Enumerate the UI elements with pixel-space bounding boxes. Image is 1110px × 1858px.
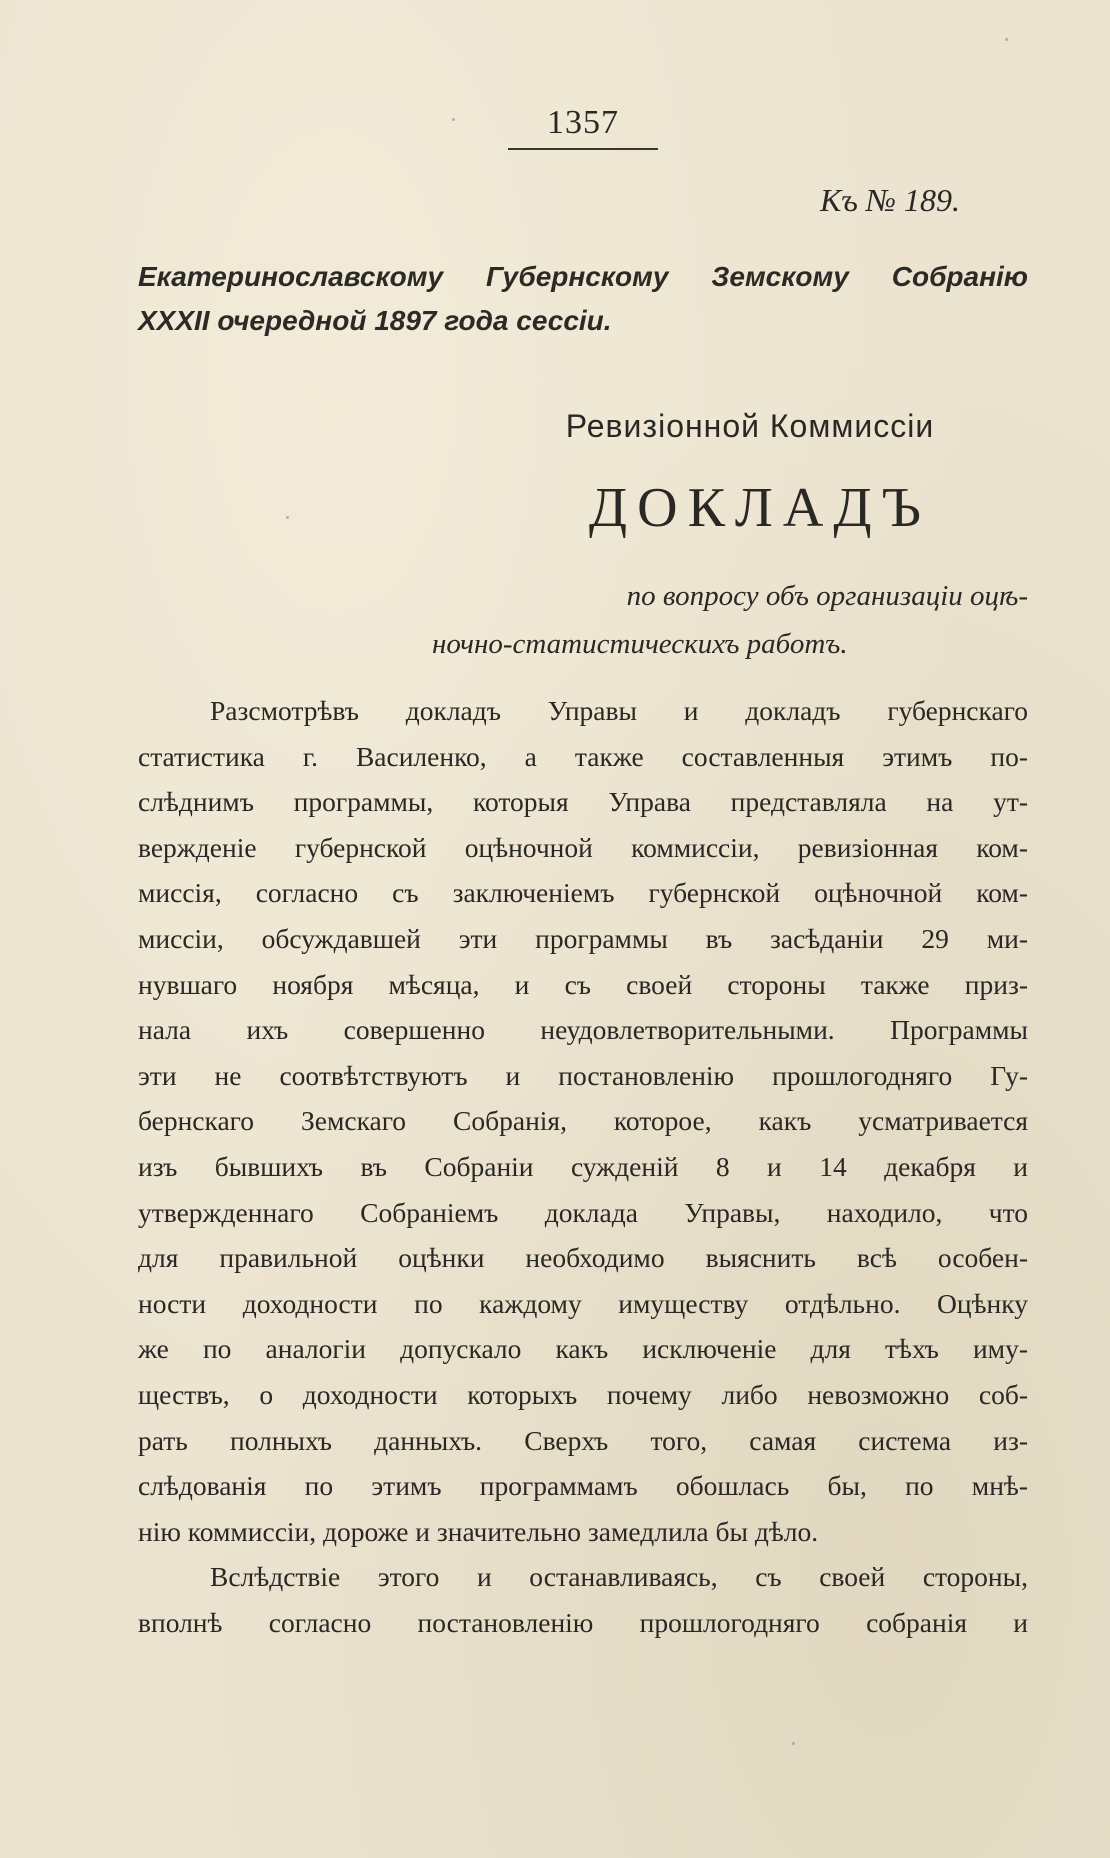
- addressee-line-1: Екатеринославскому Губернскому Земскому Собранію: [138, 261, 1028, 292]
- document-title: ДОКЛАДЪ: [588, 477, 932, 539]
- body-line: вполнѣ согласно постановленію прошлогодняго собранія и: [138, 1606, 1028, 1638]
- paper-speck: [286, 516, 289, 519]
- body-line: Разсмотрѣвъ докладъ Управы и докладъ губернскаго: [210, 695, 1028, 726]
- body-line: бернскаго Земскаго Собранія, которое, какъ усматривается: [138, 1105, 1028, 1137]
- body-line: эти не соотвѣтствуютъ и постановленію прошлогодняго Гу-: [138, 1059, 1028, 1091]
- document-subject: [420, 572, 1030, 668]
- body-line: миссіи, обсуждавшей эти программы въ засѣданіи 29 ми-: [138, 922, 1028, 954]
- body-line: Вслѣдствіе этого и останавливаясь, съ своей стороны,: [210, 1561, 1028, 1593]
- body-line: нувшаго ноября мѣсяца, и съ своей стороны также приз-: [138, 968, 1028, 1000]
- body-line: нала ихъ совершенно неудовлетворительными. Программы: [138, 1014, 1028, 1046]
- body-line: нію коммиссіи, дороже и значительно замедлила бы дѣло.: [138, 1515, 819, 1547]
- body-line: изъ бывшихъ въ Собраніи сужденій 8 и 14 декабря и: [138, 1150, 1028, 1182]
- body-line: ществъ, о доходности которыхъ почему либо невозможно соб-: [138, 1378, 1028, 1410]
- page-number: 1357: [547, 104, 619, 141]
- body-line: слѣдованія по этимъ программамъ обошлась бы, по мнѣ-: [138, 1470, 1028, 1502]
- addressee-block: [138, 255, 1028, 343]
- body-line: миссія, согласно съ заключеніемъ губернской оцѣночной ком-: [138, 877, 1028, 909]
- body-line: же по аналогіи допускало какъ исключеніе для тѣхъ иму-: [138, 1333, 1028, 1365]
- reference-number: Къ № 189.: [819, 182, 960, 218]
- body-text: [138, 688, 1028, 1645]
- subject-line-2: ночно-статистическихъ работъ.: [432, 628, 848, 660]
- page-number-rule: [508, 148, 658, 150]
- body-line: рать полныхъ данныхъ. Сверхъ того, самая система из-: [138, 1424, 1028, 1456]
- paper-speck: [1005, 38, 1008, 41]
- paper-speck: [452, 118, 455, 121]
- body-line: статистика г. Василенко, а также составленныя этимъ по-: [138, 740, 1028, 772]
- commission-heading: Ревизіонной Коммиссіи: [565, 408, 935, 444]
- body-line: ности доходности по каждому имуществу отдѣльно. Оцѣнку: [138, 1287, 1028, 1319]
- paper-speck: [792, 1742, 795, 1745]
- subject-line-1: по вопросу объ организаціи оцѣ-: [626, 580, 1028, 612]
- body-line: вержденіе губернской оцѣночной коммиссіи, ревизіонная ком-: [138, 831, 1028, 863]
- body-line: для правильной оцѣнки необходимо выяснить всѣ особен-: [138, 1242, 1028, 1274]
- body-line: слѣднимъ программы, которыя Управа представляла на ут-: [138, 786, 1028, 818]
- body-line: утвержденнаго Собраніемъ доклада Управы, находило, что: [138, 1196, 1028, 1228]
- addressee-line-2: XXXII очередной 1897 года сессіи.: [138, 305, 612, 336]
